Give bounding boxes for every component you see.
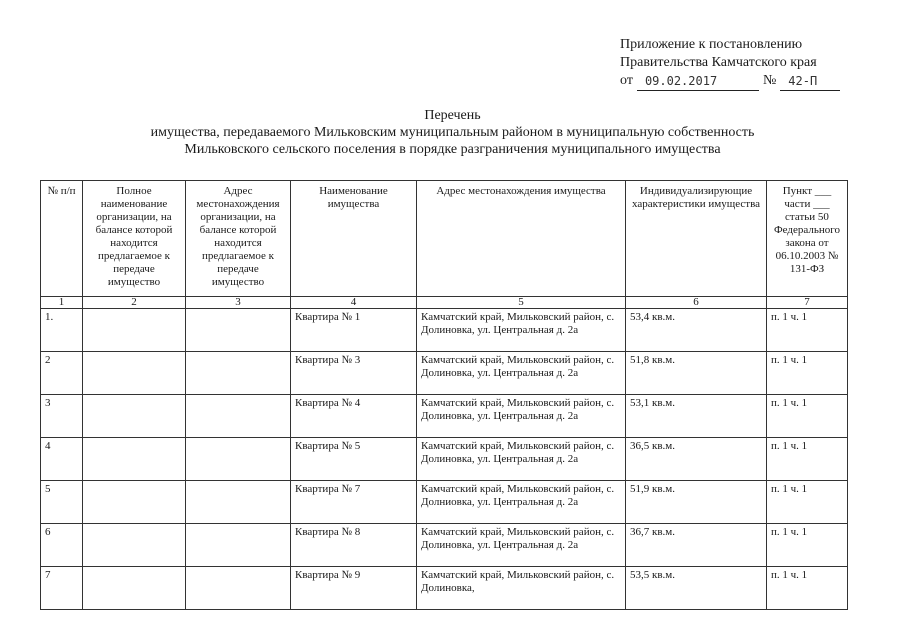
header-cell: Полное наименование организации, на балансе которой находится предлагаемое к передаче имущество [83,181,186,297]
law-clause-cell: п. 1 ч. 1 [767,438,848,481]
header-cell: Индивидуализирующие характеристики имущества [626,181,767,297]
property-address-cell: Камчатский край, Мильковский район, с. Долиновка, ул. Центральная д. 2а [417,438,626,481]
org-address-cell [186,352,291,395]
org-address-cell [186,524,291,567]
org-name-cell [83,524,186,567]
org-name-cell [83,481,186,524]
property-area-cell: 36,5 кв.м. [626,438,767,481]
law-clause-cell: п. 1 ч. 1 [767,481,848,524]
property-area-cell: 51,8 кв.м. [626,352,767,395]
property-name-cell: Квартира № 3 [291,352,417,395]
property-address-cell: Камчатский край, Мильковский район, с. Долиновка, ул. Центральная д. 2а [417,352,626,395]
org-address-cell [186,567,291,610]
header-cell: Адрес местонахождения имущества [417,181,626,297]
number-value: 42-П [780,72,840,91]
appendix-line-2: Правительства Камчатского края [620,55,817,70]
row-number: 4 [41,438,83,481]
row-number: 5 [41,481,83,524]
org-name-cell [83,395,186,438]
property-area-cell: 51,9 кв.м. [626,481,767,524]
column-number: 6 [626,297,767,309]
column-number: 1 [41,297,83,309]
document-title [0,107,905,158]
title-line-2: имущества, передаваемого Мильковским муниципальным районом в муниципальную собственность [150,125,755,140]
header-row [41,181,848,297]
law-clause-cell: п. 1 ч. 1 [767,567,848,610]
column-number: 2 [83,297,186,309]
law-clause-cell: п. 1 ч. 1 [767,395,848,438]
property-name-cell: Квартира № 9 [291,567,417,610]
org-name-cell [83,438,186,481]
property-name-cell: Квартира № 7 [291,481,417,524]
date-value: 09.02.2017 [637,72,759,91]
law-clause-cell: п. 1 ч. 1 [767,352,848,395]
property-name-cell: Квартира № 1 [291,309,417,352]
appendix-line-1: Приложение к постановлению [620,37,803,52]
table-row [41,438,848,481]
table-row [41,524,848,567]
property-area-cell: 53,1 кв.м. [626,395,767,438]
row-number: 1. [41,309,83,352]
row-number: 2 [41,352,83,395]
org-name-cell [83,352,186,395]
row-number: 7 [41,567,83,610]
column-number: 4 [291,297,417,309]
org-address-cell [186,438,291,481]
org-address-cell [186,309,291,352]
title-line-3: Мильковского сельского поселения в порядке разграничения муниципального имущества [184,142,721,157]
title-line-1: Перечень [424,108,481,123]
header-cell: Пункт ___ части ___ статьи 50 Федерального закона от 06.10.2003 № 131-ФЗ [767,181,848,297]
date-label: от [620,73,633,88]
property-name-cell: Квартира № 4 [291,395,417,438]
table-row [41,395,848,438]
property-area-cell: 53,4 кв.м. [626,309,767,352]
property-address-cell: Камчатский край, Мильковский район, с. Долиновка, [417,567,626,610]
property-address-cell: Камчатский край, Мильковский район, с. Долиновка, ул. Центральная д. 2а [417,524,626,567]
header-cell: Адрес местонахождения организации, на балансе которой находится предлагаемое к передаче имущество [186,181,291,297]
column-number: 5 [417,297,626,309]
header-cell: Наименование имущества [291,181,417,297]
property-address-cell: Камчатский край, Мильковский район, с. Долиновка, ул. Центральная д. 2а [417,309,626,352]
org-name-cell [83,567,186,610]
column-number-row [41,297,848,309]
property-area-cell: 53,5 кв.м. [626,567,767,610]
property-address-cell: Камчатский край, Мильковский район, с. Долиновка, ул. Центральная д. 2а [417,395,626,438]
header-cell: № п/п [41,181,83,297]
law-clause-cell: п. 1 ч. 1 [767,309,848,352]
property-address-cell: Камчатский край, Мильковский район, с. Долниовка, ул. Центральная д. 2а [417,481,626,524]
table-row [41,567,848,610]
appendix-block [620,36,840,91]
table-row [41,481,848,524]
appendix-date-line [620,72,840,91]
column-number: 7 [767,297,848,309]
number-label: № [762,73,777,88]
org-name-cell [83,309,186,352]
property-area-cell: 36,7 кв.м. [626,524,767,567]
row-number: 3 [41,395,83,438]
table-row [41,352,848,395]
row-number: 6 [41,524,83,567]
law-clause-cell: п. 1 ч. 1 [767,524,848,567]
org-address-cell [186,395,291,438]
column-number: 3 [186,297,291,309]
property-name-cell: Квартира № 5 [291,438,417,481]
table-row [41,309,848,352]
property-table [40,180,848,610]
org-address-cell [186,481,291,524]
property-name-cell: Квартира № 8 [291,524,417,567]
